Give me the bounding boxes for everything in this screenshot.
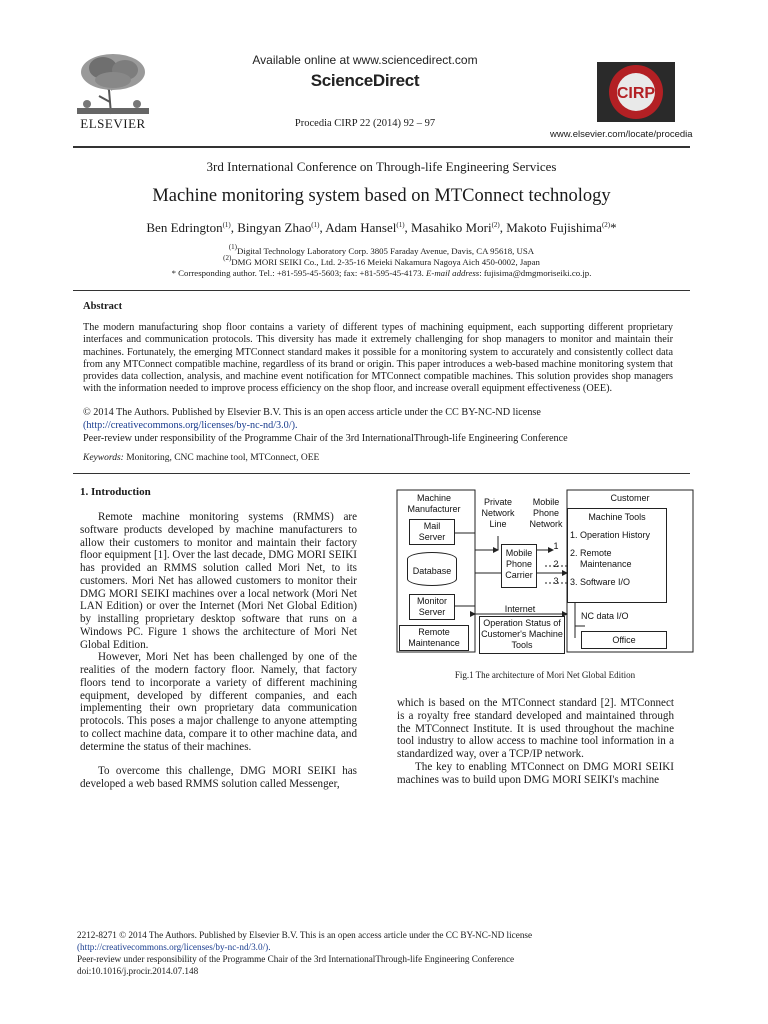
corresponding-author: * Corresponding author. Tel.: +81-595-45-5603; fax: +81-595-45-4173. E-mail address: fujisima@dmgmoriseiki.co.jp. [171,268,592,278]
item-software-io: 3. Software I/O [570,577,631,587]
cirp-logo-icon [597,62,675,122]
machine-tools-box: Machine Tools 1. Operation History 2. Remote Maintenance 3. Software I/O [567,508,667,603]
journal-reference: Procedia CIRP 22 (2014) 92 – 97 [294,118,436,129]
figure-1-caption: Fig.1 The architecture of Mori Net Global Edition [454,670,636,680]
footer-doi[interactable]: doi:10.1016/j.procir.2014.07.148 [77,966,199,976]
author-name: Bingyan Zhao [237,220,312,235]
mobile-phone-carrier-box: Mobile Phone Carrier [501,544,537,588]
author-affiliation-mark: (1) [396,221,405,229]
paper-title: Machine monitoring system based on MTConnect technology [152,186,611,206]
footer-line-1: 2212-8271 © 2014 The Authors. Published by Elsevier B.V. This is an open access article under the CC BY-NC-ND license [77,930,533,940]
author-affiliation-mark: (2) [601,221,611,229]
item-remote-maintenance: 2. Remote Maintenance [570,548,632,569]
affiliation-1: $^{(1)}$Digital Technology Laboratory Corp. 3805 Faraday Avenue, Davis, CA 95618, USA [228,243,535,256]
mobile-phone-network-label: Mobile Phone Network [529,497,563,529]
author-name: Makoto Fujishima [506,220,602,235]
copyright-line: © 2014 The Authors. Published by Elsevier B.V. This is an open access article under the CC BY-NC-ND license [83,407,541,418]
abstract-bottom-rule [73,473,690,474]
intro-paragraph-3: To overcome this challenge, DMG MORI SEIKI has developed a web based RMMS solution called Messenger, [80,765,357,790]
author-separator: * [610,220,617,235]
author-separator: , [230,220,238,235]
nc-data-label: NC data I/O [581,611,629,621]
header-rule [73,146,690,148]
author-affiliation-mark: (1) [311,221,320,229]
right-column [397,697,674,786]
email-link[interactable]: : fujisima@dmgmoriseiki.co.jp. [479,268,592,278]
figure-1 [395,488,695,658]
elsevier-logo [73,50,153,131]
journal-url[interactable]: www.elsevier.com/locate/procedia [550,129,693,140]
internet-label: Internet [504,604,536,614]
office-box: Office [581,631,667,649]
author-separator: , [319,220,326,235]
database-cylinder: Database [407,552,457,586]
section-heading-introduction: 1. Introduction [80,486,151,498]
author-name: Ben Edrington [146,220,223,235]
remote-maintenance-box: Remote Maintenance [399,625,469,651]
channel-number-1: 1 [553,541,559,551]
author-list [73,220,690,236]
sciencedirect-logo: ScienceDirect [310,71,420,90]
abstract-text: The modern manufacturing shop floor contains a variety of different types of machining equipment, each supporting different proprietary interfaces and communication protocols. This diversity has made it extremely challenging for shop managers to monitor and maintain their machines. Fortunately, the emerging MTConnect standard makes it possible for a monitoring system to accurately and consistently collect data from any MTConnect compatible machine, regardless of its brand or origin. This paper introduces a web-based machine monitoring system that provides data collection, analysis, and machine event notification for MTConnect compatible machines. This solution provides shop managers with the information needed to improve process efficiency on the shop floor, and increase overall equipment effectiveness (OEE). [83,322,673,395]
keywords-line: Keywords: Monitoring, CNC machine tool, MTConnect, OEE [83,453,320,463]
author-separator: , [499,220,507,235]
intro-paragraph-2: However, Mori Net has been challenged by one of the realities of the modern factory floor. Namely, that factory floors tend to incorporate a variety of different machining equipment, developed by different companies, and each implementing their own proprietary data communication protocols. This poses a major challenge to anyone attempting to collect machine data, compare it to other machine data, and determine the status of their machines. [80,651,357,753]
elsevier-tree-icon [73,50,153,116]
customer-label: Customer [610,493,650,503]
affiliation-2: $^{(2)}$DMG MORI SEIKI Co., Ltd. 2-35-16 Meieki Nakamura Nagoya Aich 450-0002, Japan [223,254,540,267]
author-affiliation-mark: (2) [491,221,500,229]
peer-review-line: Peer-review under responsibility of the Programme Chair of the 3rd InternationalThrough-life Engineering Conference [83,433,568,444]
author-name: Adam Hansel [325,220,397,235]
available-online: Available online at www.sciencedirect.com [252,53,478,67]
cirp-logo [597,62,675,122]
author-name: Masahiko Mori [411,220,492,235]
intro-paragraph-1: Remote machine monitoring systems (RMMS) are software products developed by machine manufacturers to allow their customers to monitor and maintain their factory floor equipment [1]. Over the last decade, DMG MORI SEIKI has provided an RMMS solution called Mori Net, to its customers. Mori Net has allowed customers to monitor their DMG MORI SEIKI machines over a local network (Mori Net LAN Edition) or over the Internet (Mori Net Global Edition) by installing proprietary desktop software that runs on a Windows PC. Figure 1 shows the architecture of Mori Net Global Edition. [80,511,357,651]
footer-license-link[interactable]: (http://creativecommons.org/licenses/by-nc-nd/3.0/). [77,942,271,952]
author-affiliation-mark: (1) [222,221,231,229]
svg-text:CIRP: CIRP [616,85,656,102]
left-column [80,511,357,791]
author-separator: , [404,220,412,235]
channel-number-2: 2 [553,559,559,569]
operation-status-box: Operation Status of Customer's Machine Tools [479,616,565,654]
conference-name: 3rd International Conference on Through-life Engineering Services [206,159,557,174]
mail-server-box: Mail Server [409,519,455,545]
monitor-server-box: Monitor Server [409,594,455,620]
elsevier-wordmark: ELSEVIER [80,116,146,131]
footer-peer-review: Peer-review under responsibility of the Programme Chair of the 3rd InternationalThrough-life Engineering Conference [77,954,515,964]
abstract-heading: Abstract [83,301,123,312]
machine-manufacturer-label: Machine Manufacturer [407,493,461,514]
item-operation-history: 1. Operation History [570,530,651,540]
right-paragraph-2: The key to enabling MTConnect on DMG MORI SEIKI machines was to build upon DMG MORI SEIKI's machine [397,760,674,786]
right-paragraph-1: which is based on the MTConnect standard [2]. MTConnect is a royalty free standard developed and maintained through the MTConnect Institute. It is used throughout the machine tool industry to allow access to machine tool information in a standardized way, over a TCP/IP network. [397,697,674,760]
channel-number-3: 3 [553,576,559,586]
abstract-top-rule [73,290,690,291]
private-network-label: Private Network Line [481,497,515,529]
license-link[interactable]: (http://creativecommons.org/licenses/by-nc-nd/3.0/). [83,420,298,431]
